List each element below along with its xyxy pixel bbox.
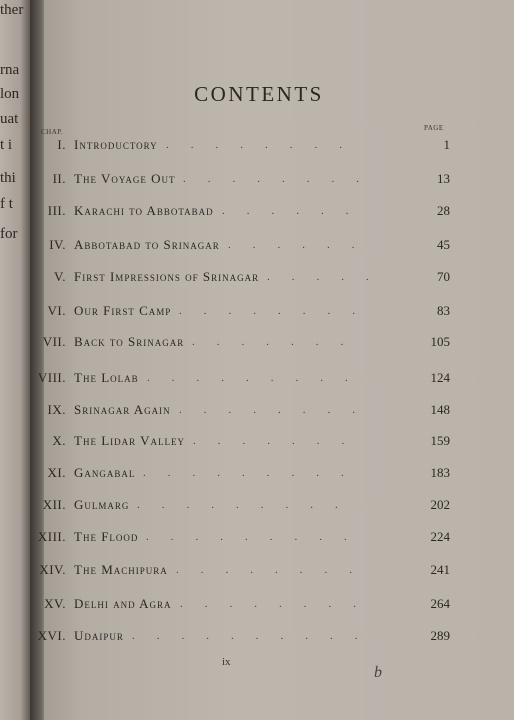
chapter-title: Abbotabad to Srinagar	[74, 237, 220, 252]
page-number: 1	[443, 137, 450, 152]
chapter-number: II.	[52, 171, 66, 186]
chapter-number: XIII.	[37, 529, 66, 544]
leader-dots: .........	[143, 467, 366, 479]
leader-dots: ........	[183, 173, 381, 185]
toc-entry	[44, 402, 448, 420]
facing-page-fragment: for	[0, 226, 18, 242]
leader-dots: ..........	[132, 630, 380, 642]
page-number: 83	[437, 303, 450, 318]
facing-page-fragment: lon	[0, 86, 20, 102]
page-number: 45	[437, 237, 450, 252]
facing-page-fragment: ther	[0, 2, 24, 18]
facing-page-fragment: uat	[0, 111, 19, 127]
toc-entry	[37, 529, 450, 547]
contents-page	[37, 0, 514, 720]
page-number: 105	[430, 334, 450, 349]
page-number: 183	[430, 465, 450, 480]
page-number: 28	[437, 203, 450, 218]
page-number: 124	[430, 370, 450, 385]
chapter-number: VIII.	[37, 370, 66, 385]
page-title: CONTENTS	[194, 82, 324, 106]
toc-entry	[44, 137, 448, 155]
leader-dots: .....	[267, 271, 391, 283]
chapter-number: XV.	[44, 596, 66, 611]
toc-entry	[37, 370, 450, 388]
toc-entry	[44, 433, 448, 451]
leader-dots: .........	[137, 499, 360, 511]
leader-dots: ......	[222, 205, 371, 217]
toc-entry	[44, 334, 448, 352]
leader-dots: ........	[176, 564, 374, 576]
toc-entry	[44, 269, 448, 287]
facing-page-fragment: thi	[0, 170, 16, 186]
leader-dots: .........	[147, 372, 370, 384]
toc-entry	[44, 237, 448, 255]
page-number: 70	[437, 269, 450, 284]
chapter-number: VII.	[42, 334, 66, 349]
toc-entry	[44, 596, 448, 614]
page-number: 159	[430, 433, 450, 448]
chapter-title: Our First Camp	[74, 303, 172, 318]
leader-dots: ........	[179, 404, 377, 416]
toc-entry	[44, 303, 448, 321]
leader-dots: ........	[179, 305, 377, 317]
chapter-title: Delhi and Agra	[74, 596, 172, 611]
toc-entry	[37, 628, 450, 646]
leader-dots: ......	[228, 239, 377, 251]
page-number: 289	[430, 628, 450, 643]
toc-entry	[39, 562, 450, 580]
toc-entry	[44, 171, 448, 189]
chapter-title: Udaipur	[74, 628, 124, 643]
chapter-title: The Lolab	[74, 370, 139, 385]
chapter-title: First Impressions of Srinagar	[74, 269, 260, 284]
page-number: 148	[430, 402, 450, 417]
chapter-number: IV.	[49, 237, 66, 252]
page-column-header: PAGE	[424, 124, 444, 132]
page-number: 202	[430, 497, 450, 512]
page-folio: ix	[222, 656, 231, 668]
facing-page	[0, 0, 34, 720]
toc-entry	[44, 465, 448, 483]
page-number: 241	[430, 562, 450, 577]
leader-dots: .........	[146, 531, 369, 543]
chapter-column-header: CHAP.	[41, 128, 64, 136]
chapter-title: Gangabal	[74, 465, 136, 480]
chapter-title: Back to Srinagar	[74, 334, 185, 349]
pencil-mark: b	[374, 664, 382, 681]
chapter-number: VI.	[47, 303, 66, 318]
chapter-number: XIV.	[39, 562, 66, 577]
chapter-title: The Flood	[74, 529, 139, 544]
chapter-number: X.	[52, 433, 66, 448]
chapter-title: The Voyage Out	[74, 171, 176, 186]
chapter-number: I.	[57, 137, 66, 152]
facing-page-fragment: t i	[0, 137, 13, 153]
chapter-title: The Machipura	[74, 562, 168, 577]
chapter-title: Gulmarg	[74, 497, 130, 512]
facing-page-fragment: rna	[0, 62, 20, 78]
chapter-title: Srinagar Again	[74, 402, 171, 417]
leader-dots: .......	[192, 336, 366, 348]
leader-dots: ........	[180, 598, 378, 610]
leader-dots: .......	[193, 435, 367, 447]
toc-entry	[44, 203, 448, 221]
chapter-number: XVI.	[37, 628, 66, 643]
chapter-number: XI.	[47, 465, 66, 480]
chapter-title: Introductory	[74, 137, 158, 152]
chapter-title: Karachi to Abbotabad	[74, 203, 214, 218]
leader-dots: ........	[166, 139, 364, 151]
chapter-title: The Lidar Valley	[74, 433, 186, 448]
chapter-number: V.	[54, 269, 66, 284]
page-number: 264	[430, 596, 450, 611]
toc-entry	[44, 497, 448, 515]
chapter-number: IX.	[47, 402, 66, 417]
page-number: 224	[430, 529, 450, 544]
chapter-number: XII.	[42, 497, 66, 512]
facing-page-fragment: f t	[0, 196, 13, 212]
chapter-number: III.	[47, 203, 66, 218]
page-number: 13	[437, 171, 450, 186]
